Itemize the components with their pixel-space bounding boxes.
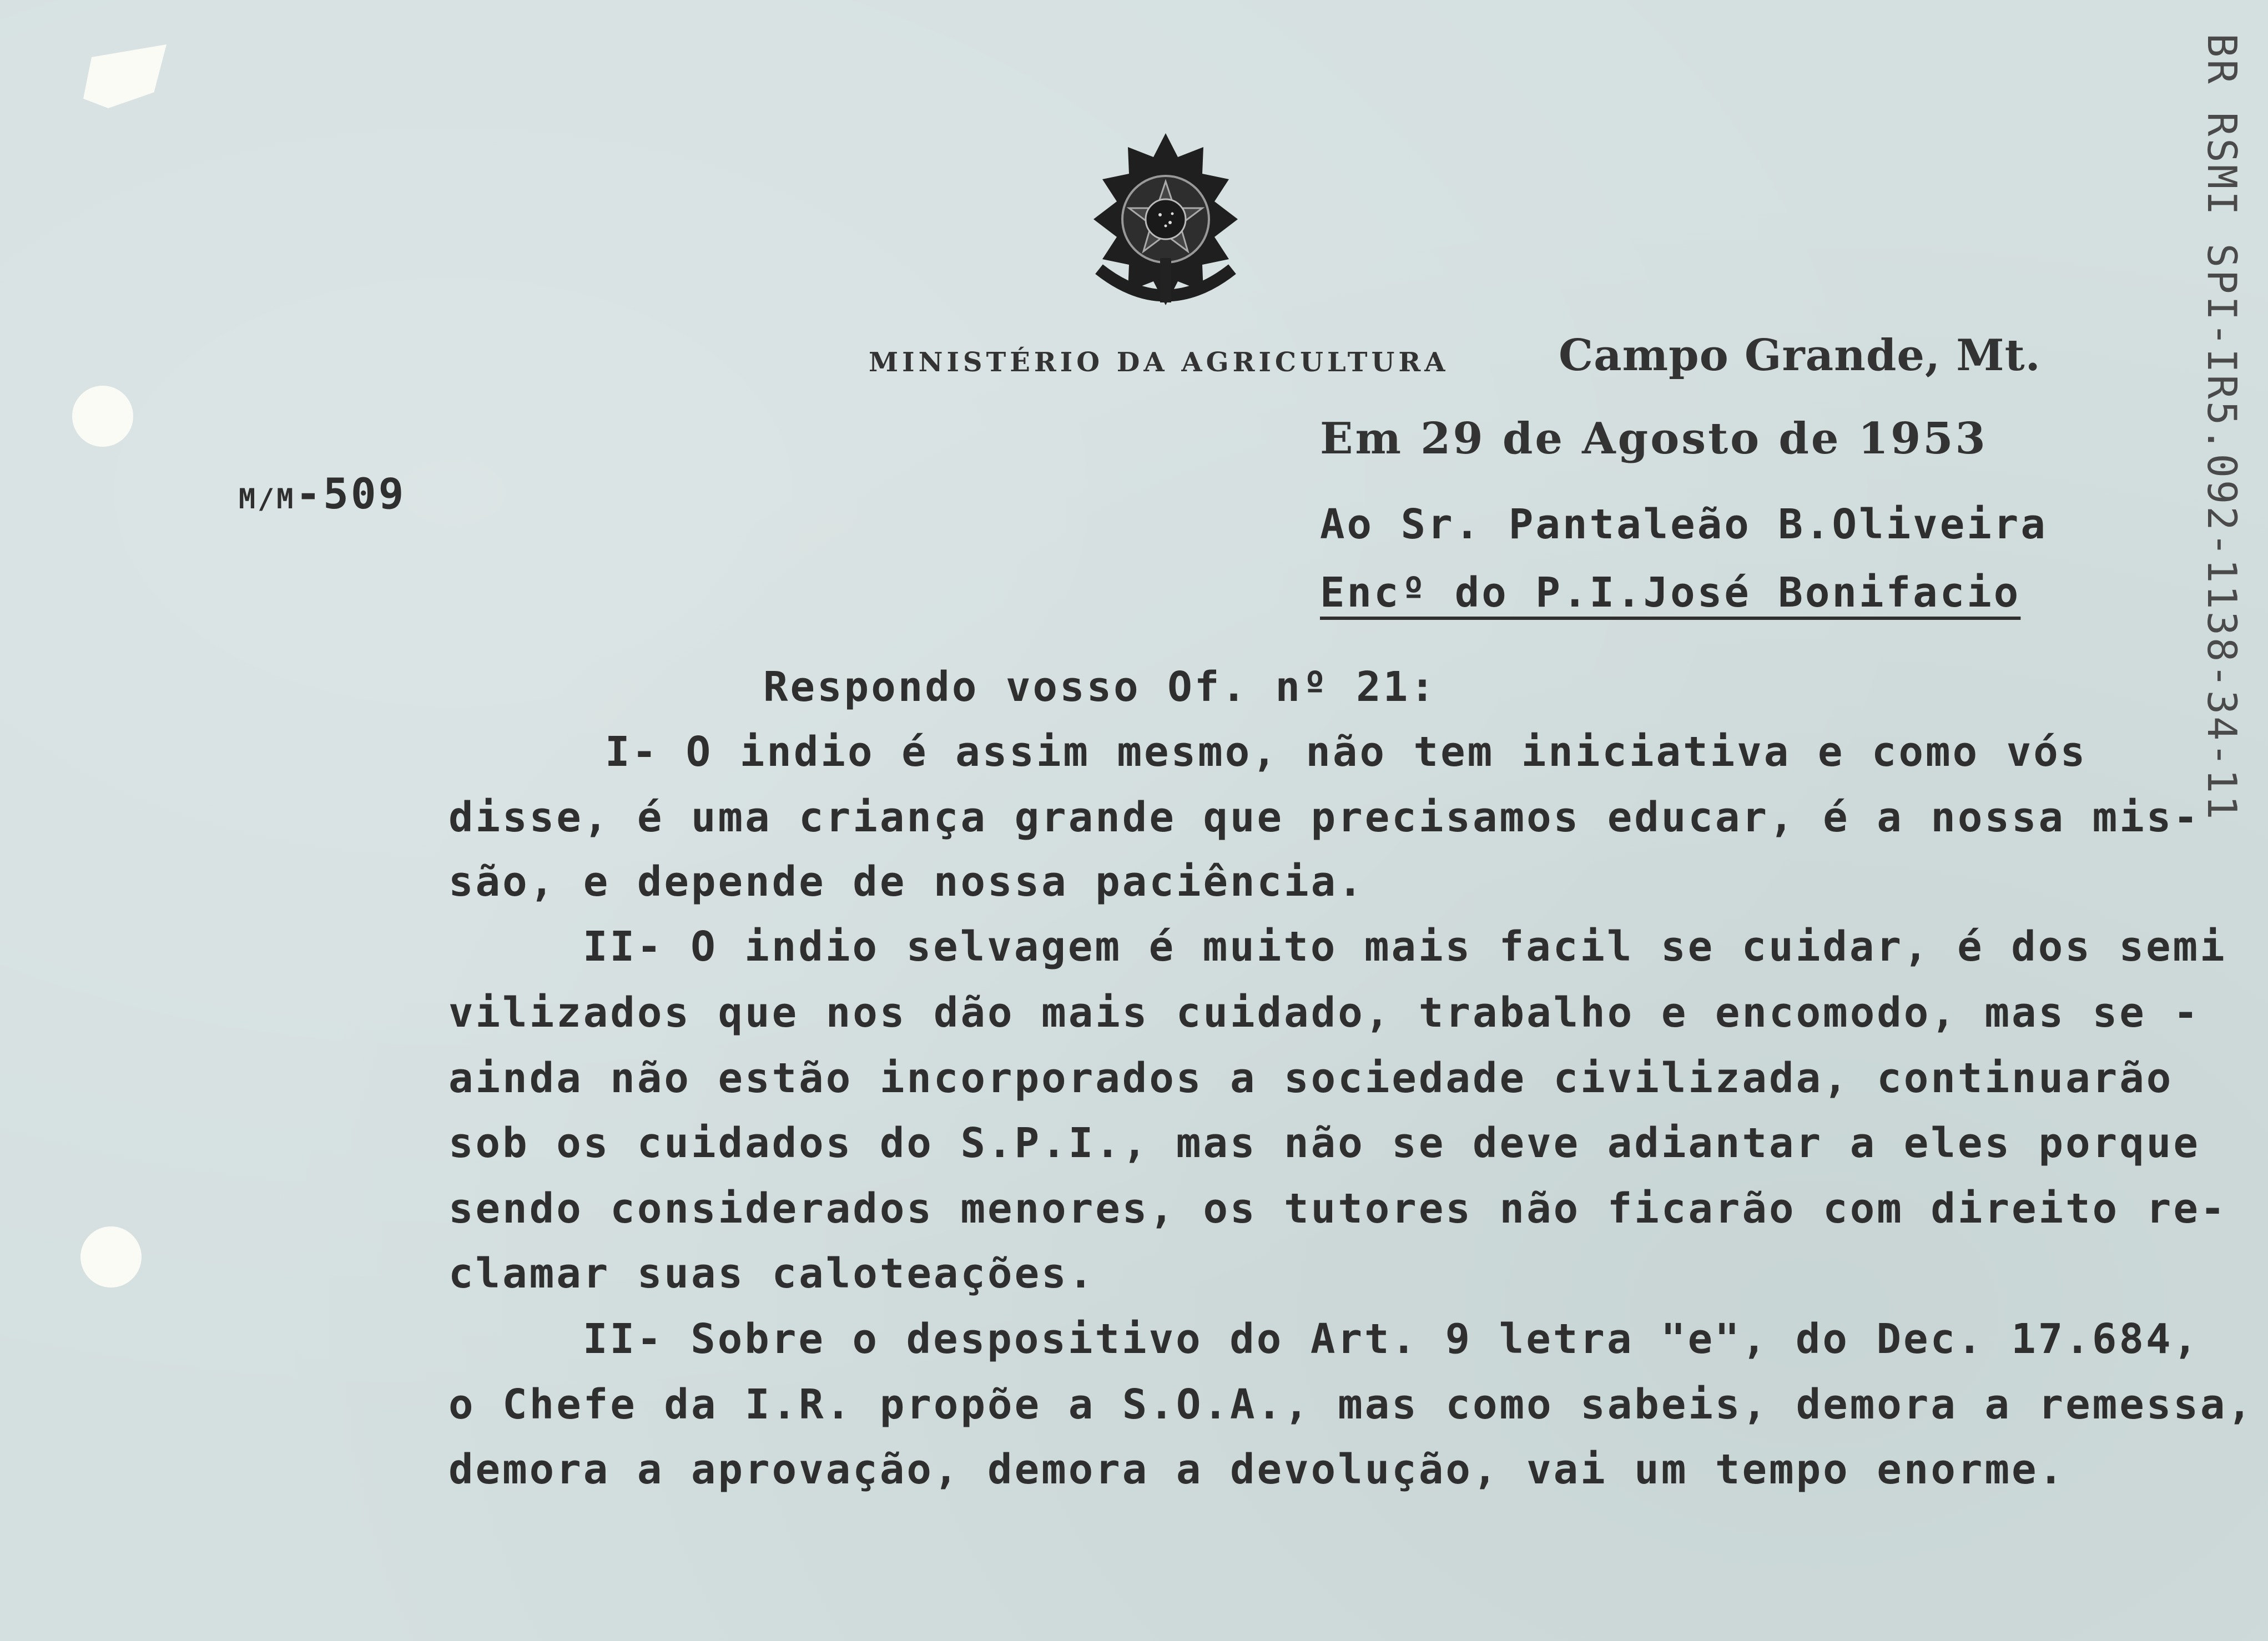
reference-value: -509 [295, 469, 406, 518]
archive-code-handwritten [2198, 17, 2259, 971]
reference-number [239, 469, 406, 518]
coat-of-arms-emblem [1077, 130, 1254, 314]
body-line: sendo considerados menores, os tutores não ficarão com direito re- [448, 1185, 2227, 1233]
body-line: I- O indio é assim mesmo, não tem iniciativa e como vós [605, 728, 2088, 776]
reference-prefix: M/M [239, 483, 296, 515]
body-line: disse, é uma criança grande que precisamos educar, é a nossa mis- [448, 794, 2200, 841]
letter-date: Em 29 de Agosto de 1953 [1320, 413, 1988, 464]
body-line: sob os cuidados do S.P.I., mas não se deve adiantar a eles porque [448, 1119, 2200, 1167]
punch-hole-bottom [80, 1226, 142, 1287]
body-line: demora a aprovação, demora a devolução, vai um tempo enorme. [448, 1446, 2066, 1493]
addressee-title: Encº do P.I.José Bonifacio [1320, 569, 2021, 617]
body-line: II- O indio selvagem é muito mais facil se cuidar, é dos semi [583, 923, 2227, 971]
punch-hole-top [72, 386, 133, 447]
paper-tear [83, 44, 167, 108]
archive-code-text: BR RSMI SPI-IR5.092-1138-34-11 [2199, 33, 2245, 822]
body-line: são, e depende de nossa paciência. [448, 858, 1365, 906]
body-line: Respondo vosso Of. nº 21: [763, 663, 1437, 711]
addressee-name: Ao Sr. Pantaleão B.Oliveira [1320, 501, 2048, 548]
body-line: ainda não estão incorporados a sociedade civilizada, continuarão [448, 1054, 2174, 1102]
place: Campo Grande, Mt. [1559, 330, 2041, 381]
body-line: o Chefe da I.R. propõe a S.O.A., mas como sabeis, demora a remessa, [448, 1381, 2254, 1428]
body-line: vilizados que nos dão mais cuidado, trabalho e encomodo, mas se - [448, 989, 2200, 1037]
body-line: clamar suas caloteações. [448, 1250, 1096, 1297]
body-line: II- Sobre o despositivo do Art. 9 letra "e", do Dec. 17.684, [583, 1315, 2200, 1363]
ministry-heading: MINISTÉRIO DA AGRICULTURA [869, 347, 1449, 378]
